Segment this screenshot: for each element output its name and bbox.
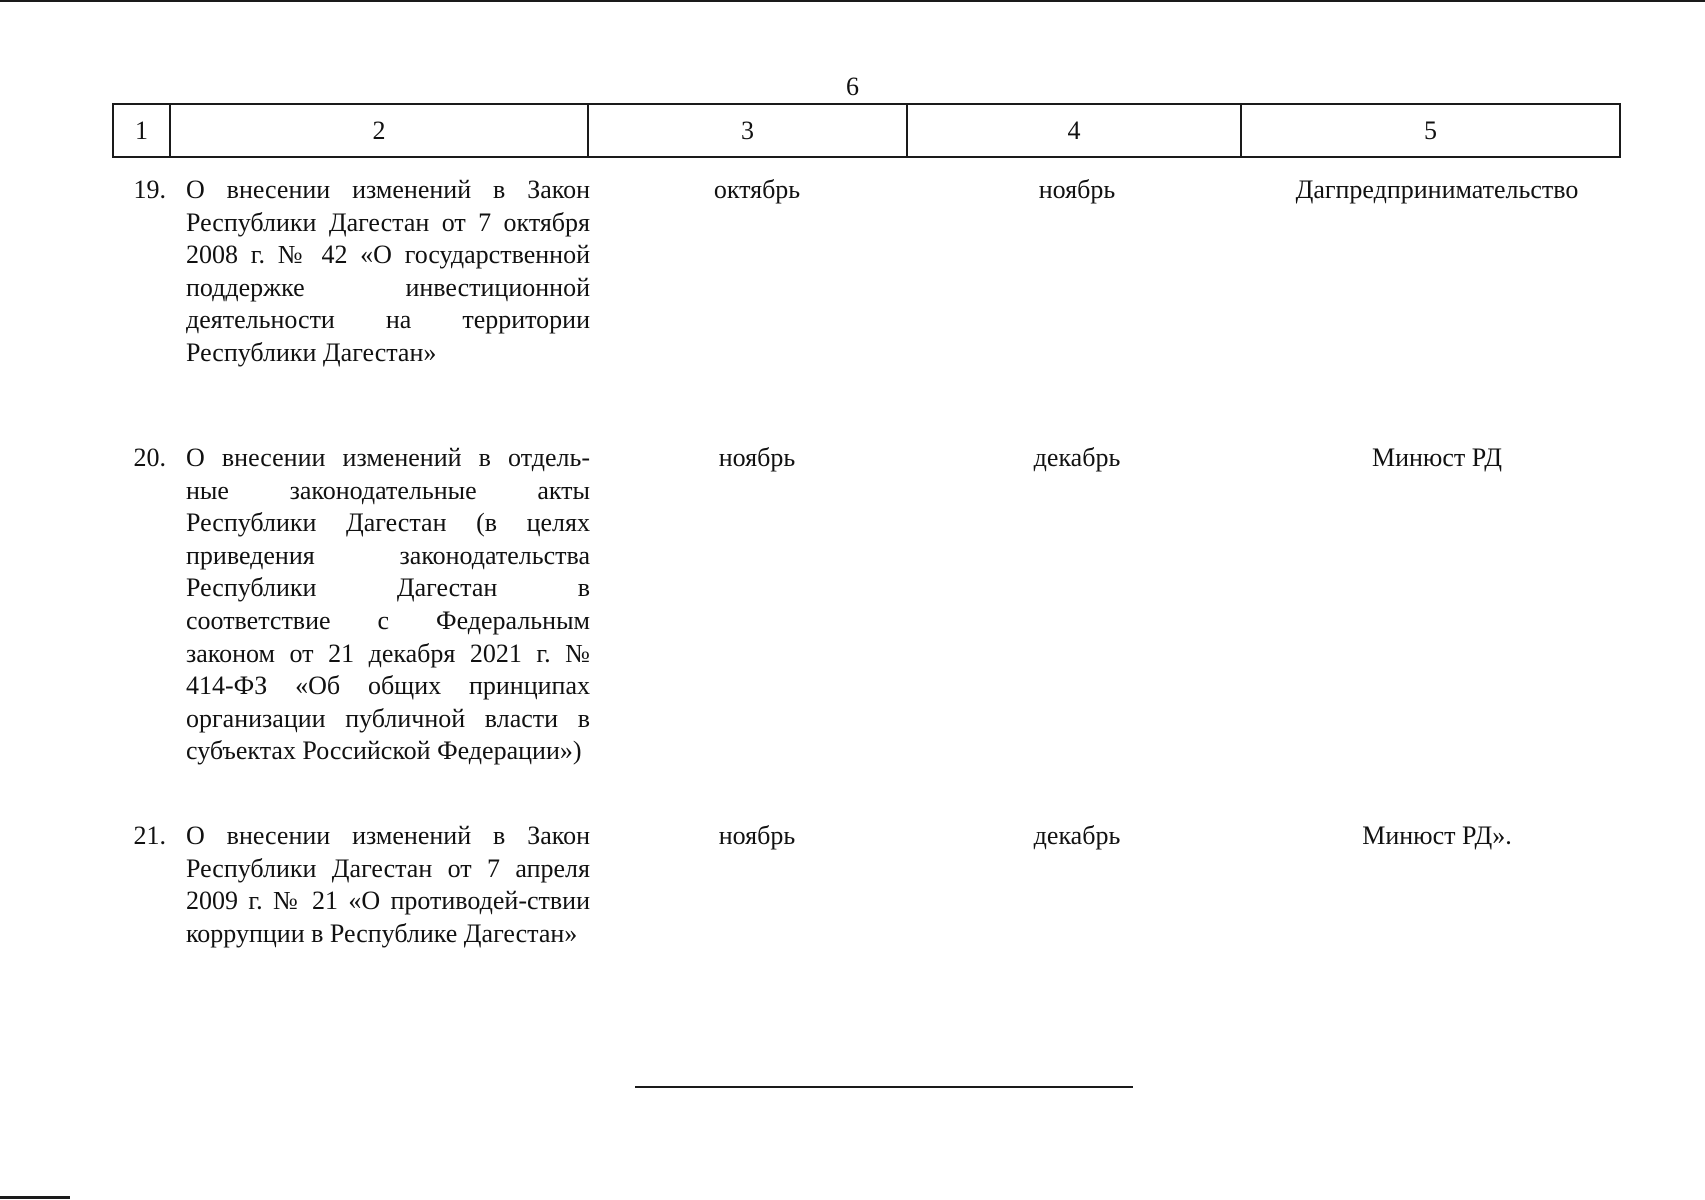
law-title: О внесении изменений в Закон Республики Дагестан от 7 октября 2008 г. № 42 «О государственной поддержке инвестиционной деятельности на территории Республики Дагестан» — [186, 175, 590, 367]
responsible-agency: Минюст РД». — [1362, 821, 1512, 850]
scan-edge-line — [0, 0, 1705, 2]
row-number: 19. — [133, 175, 166, 204]
law-title: О внесении изменений в Закон Республики Дагестан от 7 апреля 2009 г. № 21 «О противодей-ствии коррупции в Республике Дагестан» — [186, 821, 590, 948]
header-cell-1: 1 — [113, 104, 170, 157]
adoption-month: ноябрь — [1038, 175, 1116, 204]
responsible-agency: Дагпредпринимательство — [1295, 175, 1579, 204]
submission-month: ноябрь — [718, 821, 796, 850]
row-number: 20. — [133, 443, 166, 472]
adoption-month: декабрь — [1033, 821, 1121, 850]
header-cell-4: 4 — [907, 104, 1241, 157]
responsible-agency: Минюст РД — [1371, 443, 1502, 472]
header-row — [113, 104, 1620, 157]
header-cell-5: 5 — [1241, 104, 1620, 157]
law-title: О внесении изменений в отдель-ные законодательные акты Республики Дагестан (в целях приведения законодательства Республики Дагестан в соответствие с Федеральным законом от 21 декабря 2021 г. № 414-ФЗ «Об общих принципах организации публичной власти в субъектах Российской Федерации») — [186, 443, 590, 766]
row-number: 21. — [133, 821, 166, 850]
submission-month: ноябрь — [718, 443, 796, 472]
header-cell-3: 3 — [588, 104, 907, 157]
scan-corner-mark — [0, 1196, 70, 1199]
page-number: 6 — [846, 72, 859, 101]
end-of-table-rule — [635, 1086, 1133, 1088]
submission-month: октябрь — [713, 175, 801, 204]
header-cell-2: 2 — [170, 104, 588, 157]
column-number-header-table — [112, 103, 1621, 158]
adoption-month: декабрь — [1033, 443, 1121, 472]
